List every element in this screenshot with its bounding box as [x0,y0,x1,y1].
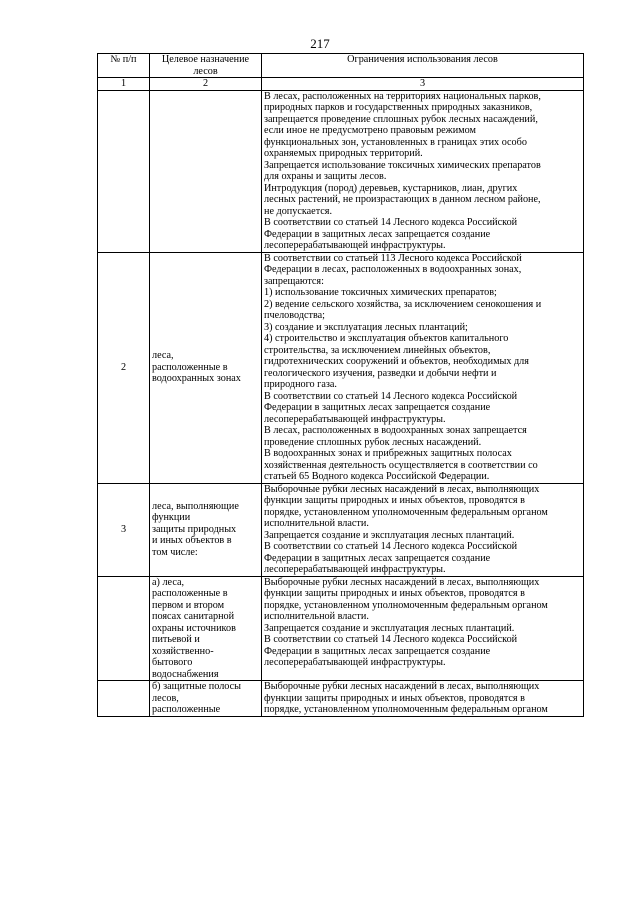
restriction-line: для охраны и защиты лесов. [264,171,387,182]
restriction-line: Запрещается создание и эксплуатация лесных плантаций. [264,529,515,541]
purpose-line: первом и втором [152,599,225,611]
row-number [98,576,150,681]
purpose-line: леса, выполняющие [152,500,239,512]
header-index: 3 [262,78,584,91]
restriction-line: исполнительной власти. [264,611,369,622]
purpose-line: расположенные [152,704,221,715]
restriction-line: порядке, установленном уполномоченным федеральным органом [264,704,548,715]
row-purpose [150,681,262,717]
table-row [98,90,584,252]
row-number [98,681,150,717]
purpose-line: расположенные в [152,361,228,373]
forest-restrictions-table [97,53,584,717]
purpose-line: том числе: [152,546,198,558]
purpose-line: поясах санитарной [152,611,235,622]
restriction-line: Запрещается создание и эксплуатация лесных плантаций. [264,622,515,634]
purpose-line: охраны источников [152,622,236,634]
row-restrictions [262,90,584,252]
header-index-row [98,78,584,91]
restriction-line: порядке, установленном уполномоченным федеральным органом [264,506,548,518]
restriction-line: если иное не предусмотрено правовым режимом [264,125,476,136]
purpose-line: хозяйственно- [152,645,214,657]
restriction-line: 3) создание и эксплуатация лесных плантаций; [264,321,468,333]
table-row [98,576,584,681]
purpose-line: леса, [152,350,174,362]
page-number: 217 [310,36,330,51]
purpose-line: функции [152,512,191,524]
restriction-line: В лесах, расположенных в водоохранных зонах запрещается [264,425,527,436]
restriction-line: не допускается. [264,205,333,217]
restriction-line: Федерации в лесах, расположенных в водоохранных зонах, [264,264,522,275]
restriction-line: В соответствии со статьей 14 Лесного кодекса Российской [264,634,518,645]
restriction-line: функции защиты природных и иных объектов, проводятся в [264,588,525,599]
purpose-line: защиты природных [152,523,237,535]
restriction-line: функции защиты природных и иных объектов, проводятся в [264,495,525,506]
restriction-line: природного газа. [264,379,337,390]
restriction-line: Запрещается использование токсичных химических препаратов [264,159,541,171]
restriction-line: лесоперерабатывающей инфраструктуры. [264,413,446,425]
purpose-line: б) защитные полосы [152,681,241,692]
purpose-line: расположенные в [152,588,228,599]
restriction-line: 4) строительство и эксплуатация объектов капитального [264,333,509,344]
restriction-line: Федерации в защитных лесах запрещается создание [264,645,491,657]
restriction-line: проведение сплошных рубок лесных насаждений. [264,436,482,448]
row-number: 3 [98,483,150,576]
restriction-line: геологического изучения, разведки и добычи нефти и [264,367,497,379]
purpose-line: водоснабжения [152,668,219,680]
restriction-line: гидротехнических сооружений и объектов, необходимых для [264,356,529,367]
restriction-line: лесоперерабатывающей инфраструктуры. [264,240,446,251]
restriction-line: Федерации в защитных лесах запрещается создание [264,228,491,240]
table-row [98,681,584,717]
restriction-line: Выборочные рубки лесных насаждений в лесах, выполняющих [264,681,540,692]
restriction-line: В соответствии со статьей 14 Лесного кодекса Российской [264,217,518,228]
row-number [98,90,150,252]
restriction-line: функциональных зон, установленных в границах этих особо [264,136,527,148]
restriction-line: статьей 65 Водного кодекса Российской Федерации. [264,471,490,482]
restriction-line: 1) использование токсичных химических препаратов; [264,287,497,298]
purpose-line: питьевой и [152,634,200,645]
restriction-line: Выборочные рубки лесных насаждений в лесах, выполняющих [264,483,540,495]
header-row [98,54,584,78]
purpose-line: лесов, [152,692,179,704]
row-restrictions [262,576,584,681]
restriction-line: Выборочные рубки лесных насаждений в лесах, выполняющих [264,576,540,588]
row-restrictions [262,252,584,483]
restriction-line: В соответствии со статьей 14 Лесного кодекса Российской [264,390,518,402]
restriction-line: В соответствии со статьей 14 Лесного кодекса Российской [264,541,518,552]
restriction-line: Федерации в защитных лесах запрещается создание [264,402,491,413]
table-body [98,90,584,716]
restriction-line: природных парков и государственных природных заказников, [264,102,533,113]
restriction-line: охраняемых природных территорий. [264,148,423,159]
purpose-line: бытового [152,657,193,668]
restriction-line: запрещаются: [264,275,324,287]
row-restrictions [262,681,584,717]
restriction-line: лесоперерабатывающей инфраструктуры. [264,564,446,575]
restriction-line: запрещается проведение сплошных рубок лесных насаждений, [264,113,538,125]
restriction-line: лесных растений, не произрастающих в данном лесном районе, [264,194,541,205]
purpose-line: а) леса, [152,576,185,588]
header-purpose: Целевое назначение лесов [150,54,262,78]
restriction-line: хозяйственная деятельность осуществляется в соответствии со [264,459,538,471]
restriction-line: функции защиты природных и иных объектов, проводятся в [264,692,525,704]
purpose-line: и иных объектов в [152,535,232,547]
restriction-line: 2) ведение сельского хозяйства, за исключением сенокошения и [264,298,542,310]
row-number: 2 [98,252,150,483]
row-restrictions [262,483,584,576]
restriction-line: лесоперерабатывающей инфраструктуры. [264,657,446,668]
header-index: 2 [150,78,262,91]
row-purpose [150,483,262,576]
restriction-line: В лесах, расположенных на территориях национальных парков, [264,90,541,102]
restriction-line: Интродукция (пород) деревьев, кустарников, лиан, других [264,182,518,194]
restriction-line: строительства, за исключением линейных объектов, [264,344,491,356]
restriction-line: пчеловодства; [264,310,326,321]
restriction-line: В водоохранных зонах и прибрежных защитных полосах [264,448,512,459]
table-row [98,483,584,576]
restriction-line: порядке, установленном уполномоченным федеральным органом [264,599,548,611]
header-index: 1 [98,78,150,91]
row-purpose [150,252,262,483]
header-restrictions: Ограничения использования лесов [262,54,584,78]
row-purpose [150,90,262,252]
row-purpose [150,576,262,681]
restriction-line: В соответствии со статьей 113 Лесного кодекса Российской [264,252,522,264]
restriction-line: Федерации в защитных лесах запрещается создание [264,552,491,564]
restriction-line: исполнительной власти. [264,518,369,529]
header-number: № п/п [98,54,150,78]
table-row [98,252,584,483]
purpose-line: водоохранных зонах [152,373,241,385]
